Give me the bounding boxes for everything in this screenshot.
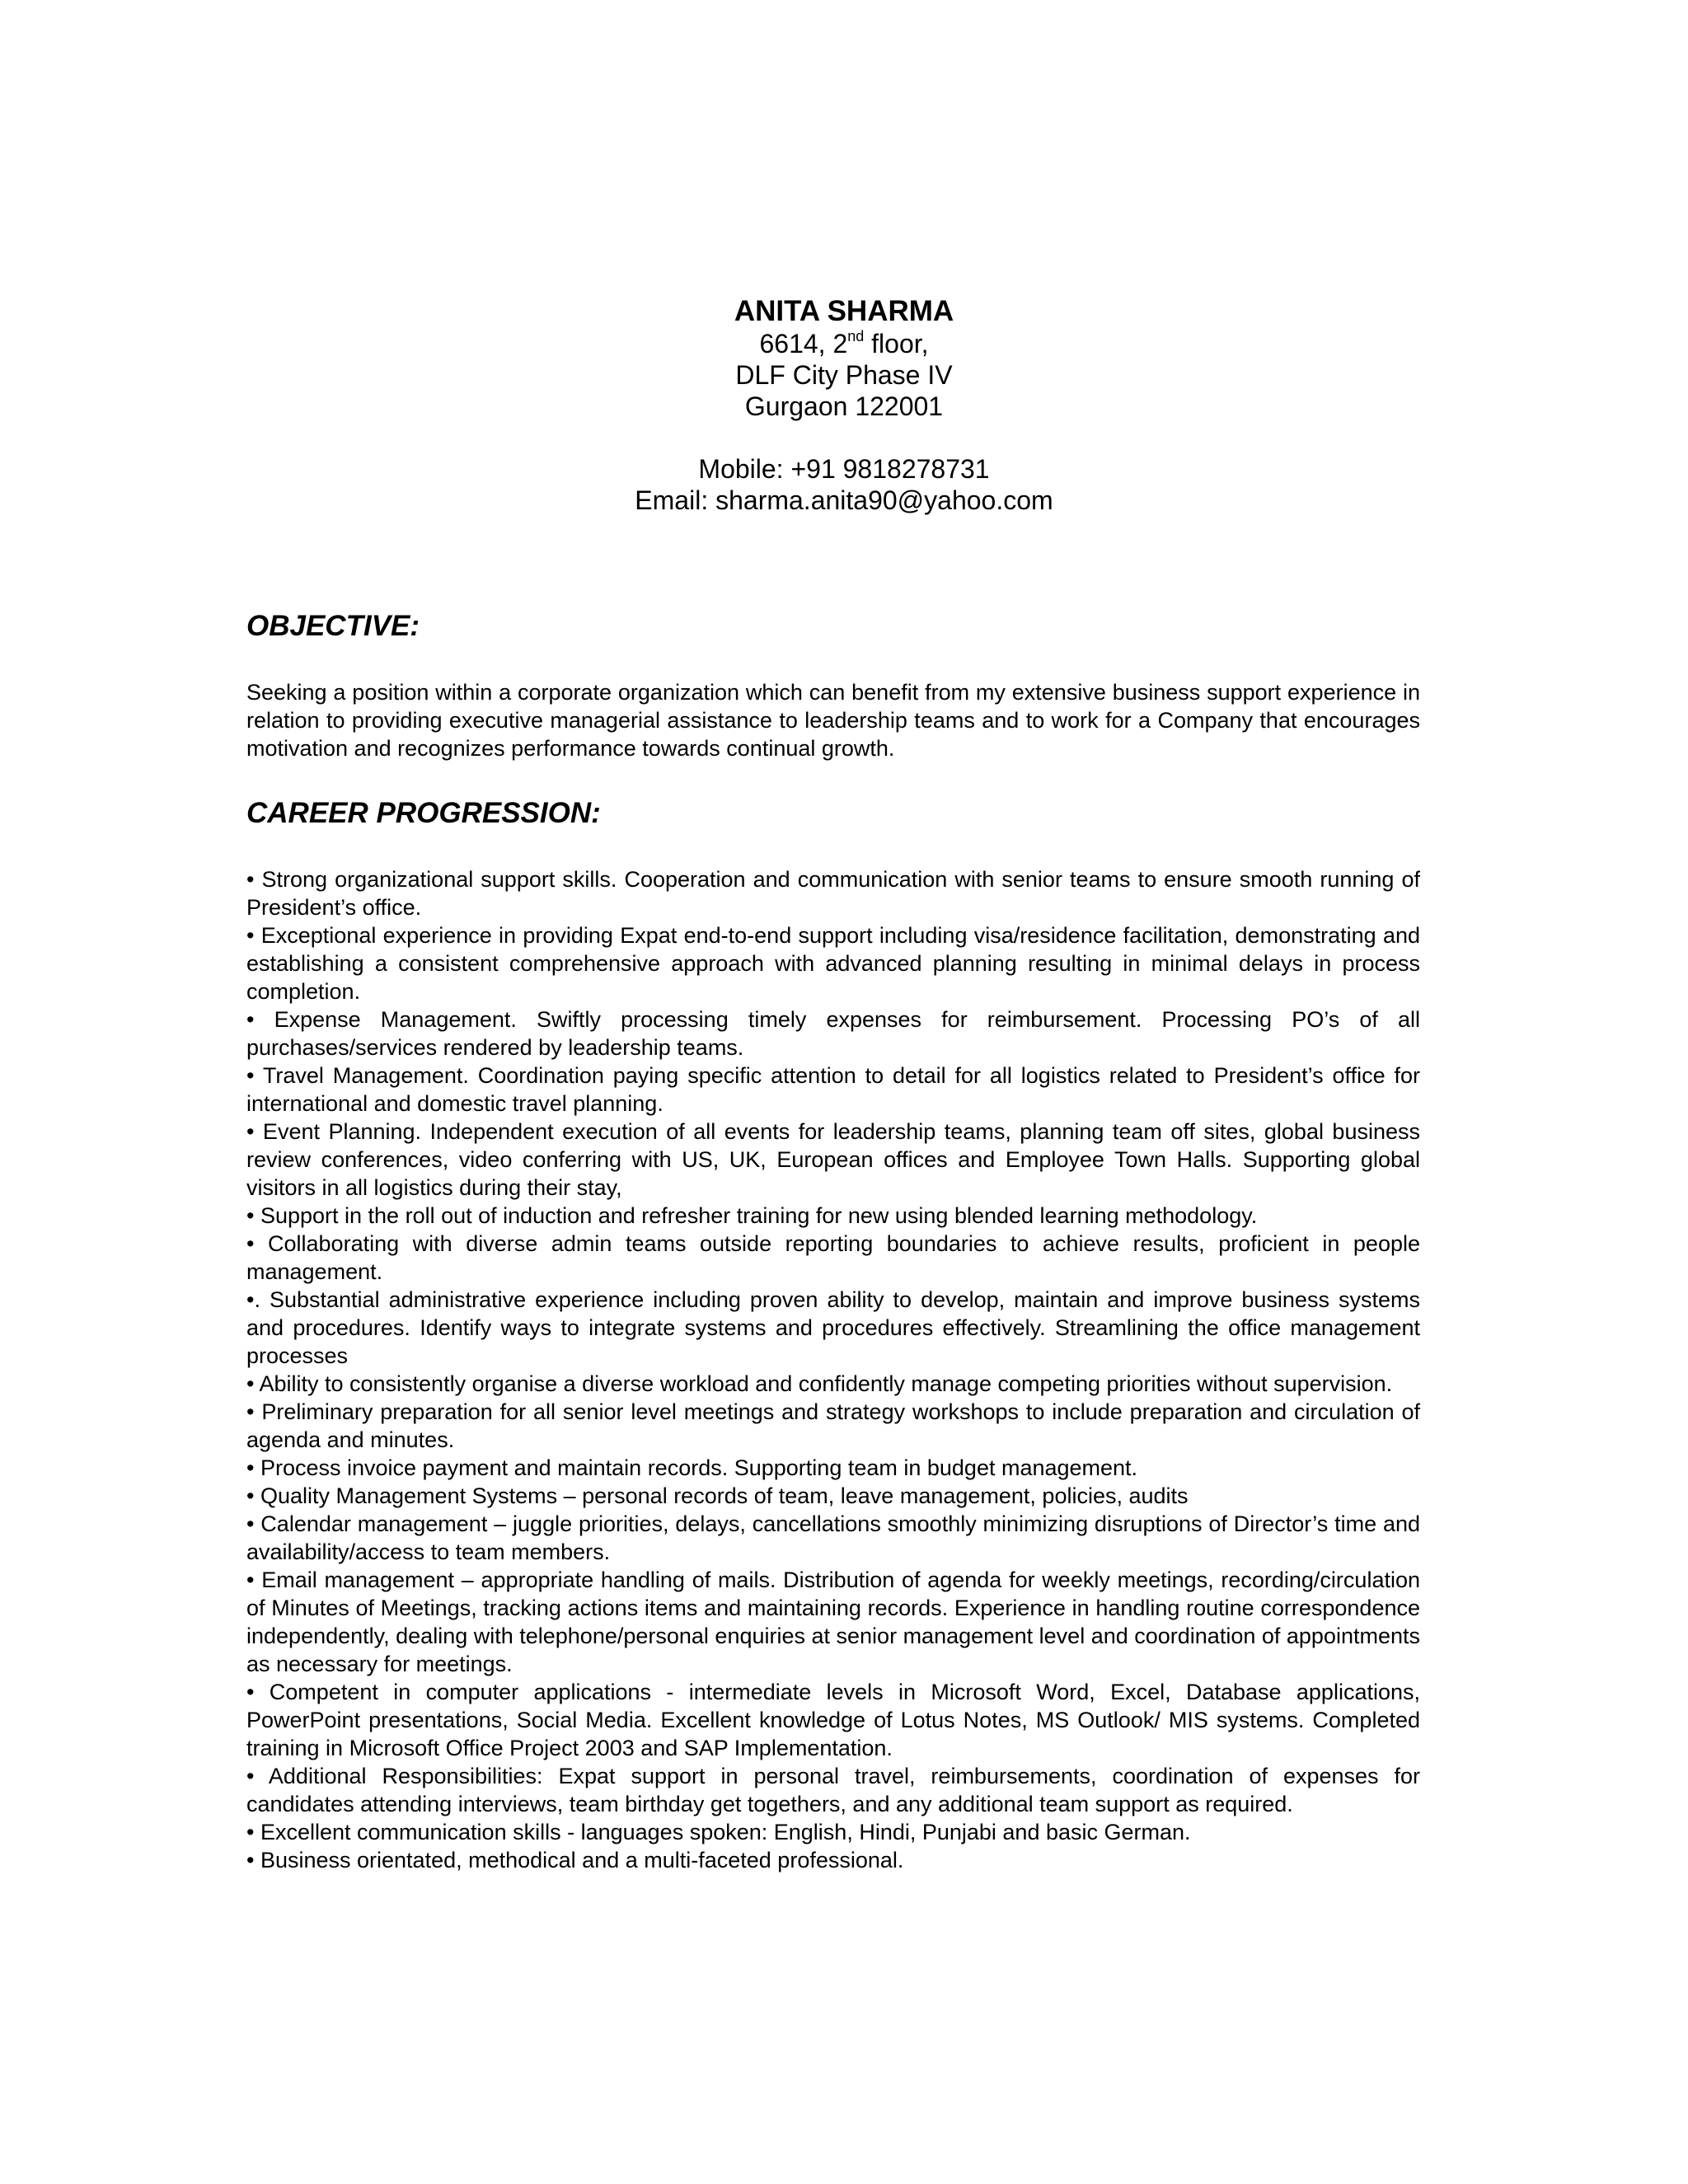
career-list-item: • Quality Management Systems – personal records of team, leave management, policies, audits (246, 1483, 1189, 1508)
address-line-3: Gurgaon 122001 (744, 391, 944, 421)
address-line-1-tail: floor, (864, 329, 929, 359)
address-line-1-superscript: nd (847, 328, 865, 344)
mobile-number: Mobile: +91 9818278731 (698, 454, 990, 484)
resume-header (0, 295, 1688, 516)
email-address: Email: sharma.anita90@yahoo.com (635, 485, 1053, 515)
objective-text-block (246, 678, 1420, 762)
career-list-item: • Expense Management. Swiftly processing timely expenses for reimbursement. Processing PO’s of all purchases/services rendered by leadership teams. (246, 1007, 1420, 1060)
header-spacer (0, 422, 1688, 453)
career-progression-list (246, 865, 1420, 1874)
career-list-item: • Email management – appropriate handling of mails. Distribution of agenda for weekly meetings, recording/circulation of Minutes of Meetings, tracking actions items and maintaining records. Experience in handling routine correspondence independently, dealing with telephone/personal enquiries at senior management level and coordination of appointments as necessary for meetings. (246, 1568, 1420, 1676)
career-list-item: • Event Planning. Independent execution of all events for leadership teams, planning team off sites, global business review conferences, video conferring with US, UK, European offices and Employee Town Halls. Supporting global visitors in all logistics during their stay, (246, 1119, 1420, 1200)
career-list-item: • Calendar management – juggle priorities, delays, cancellations smoothly minimizing disruptions of Director’s time and availability/access to team members. (246, 1511, 1420, 1564)
career-list-item: • Travel Management. Coordination paying specific attention to detail for all logistics related to President’s office for international and domestic travel planning. (246, 1063, 1420, 1116)
address-line-1-main: 6614, 2 (759, 329, 848, 359)
career-list-item: • Support in the roll out of induction and refresher training for new using blended learning methodology. (246, 1203, 1258, 1228)
career-list-item: • Additional Responsibilities: Expat support in personal travel, reimbursements, coordination of expenses for candidates attending interviews, team birthday get togethers, and any additional team support as required. (246, 1764, 1420, 1816)
career-list-item: • Business orientated, methodical and a multi-faceted professional. (246, 1848, 904, 1872)
career-list-item: • Preliminary preparation for all senior level meetings and strategy workshops to include preparation and circulation of agenda and minutes. (246, 1399, 1420, 1452)
career-list-item: • Collaborating with diverse admin teams outside reporting boundaries to achieve results, proficient in people management. (246, 1231, 1420, 1284)
career-list-item: • Strong organizational support skills. Cooperation and communication with senior teams to ensure smooth running of President’s office. (246, 867, 1420, 920)
career-list-item: • Excellent communication skills - languages spoken: English, Hindi, Punjabi and basic German. (246, 1820, 1191, 1844)
career-list-item: • Process invoice payment and maintain records. Supporting team in budget management. (246, 1455, 1138, 1480)
address-line-2: DLF City Phase IV (735, 360, 953, 390)
objective-text: Seeking a position within a corporate organization which can benefit from my extensive business support experience in relation to providing executive managerial assistance to leadership teams and to work for a Company that encourages motivation and recognizes performance towards continual growth. (246, 680, 1420, 761)
objective-heading: OBJECTIVE: (246, 610, 420, 642)
career-progression-heading: CAREER PROGRESSION: (246, 797, 601, 829)
candidate-name: ANITA SHARMA (734, 295, 954, 327)
career-list-item: • Competent in computer applications - intermediate levels in Microsoft Word, Excel, Database applications, PowerPoint presentations, Social Media. Excellent knowledge of Lotus Notes, MS Outlook/ MIS systems. Completed training in Microsoft Office Project 2003 and SAP Implementation. (246, 1680, 1420, 1760)
career-list-item: •. Substantial administrative experience including proven ability to develop, maintain and improve business systems and procedures. Identify ways to integrate systems and procedures effectively. Streamlining the office management processes (246, 1287, 1420, 1368)
career-list-item: • Ability to consistently organise a diverse workload and confidently manage competing priorities without supervision. (246, 1371, 1393, 1396)
address-line-1 (0, 328, 1688, 359)
career-list-item: • Exceptional experience in providing Expat end-to-end support including visa/residence facilitation, demonstrating and establishing a consistent comprehensive approach with advanced planning resulting in minimal delays in process completion. (246, 923, 1420, 1004)
